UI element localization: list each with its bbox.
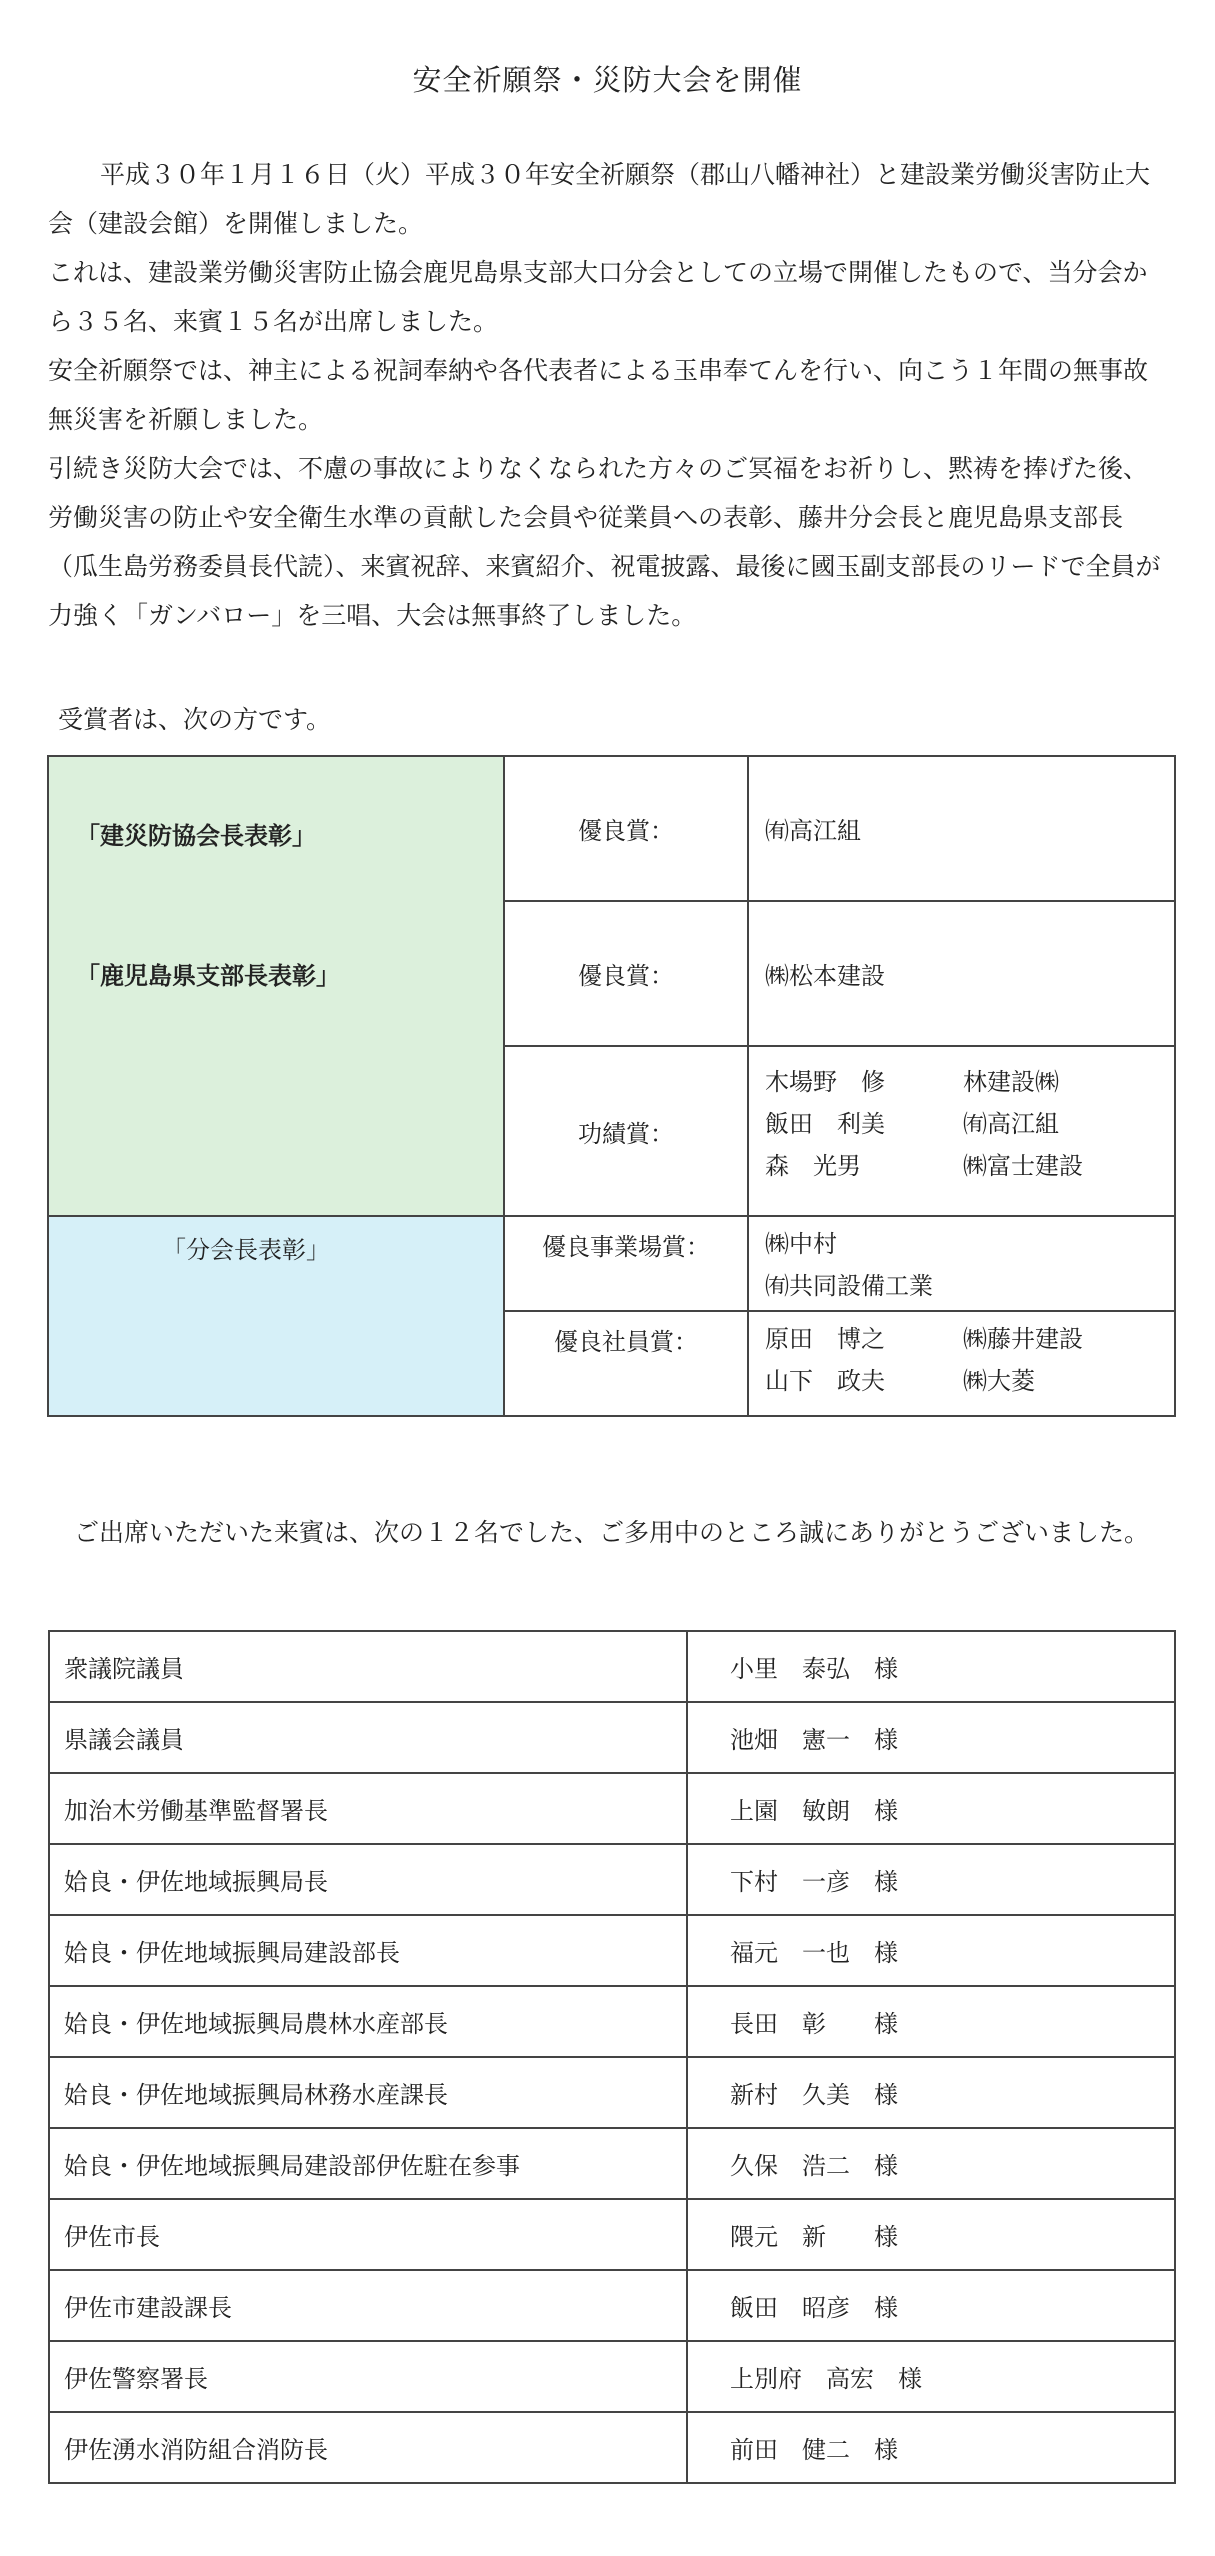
recipient-name: 原田 博之: [765, 1325, 885, 1353]
guest-title: 伊佐湧水消防組合消防長: [49, 2412, 687, 2483]
award-recipient: ㈱松本建設: [748, 901, 1175, 1046]
award-type: 優良社員賞：: [504, 1311, 748, 1416]
page-title: 安全祈願祭・災防大会を開催: [412, 63, 803, 97]
list-item: ㈱中村: [765, 1230, 837, 1258]
guest-name: 飯田 昭彦 様: [687, 2270, 1175, 2341]
guest-name: 池畑 憲一 様: [687, 1702, 1175, 1773]
awards-table: [47, 755, 1176, 1417]
guest-name: 久保 浩二 様: [687, 2128, 1175, 2199]
guest-name: 上別府 高宏 様: [687, 2341, 1175, 2412]
table-row: [49, 2057, 1175, 2128]
guests-table: [48, 1630, 1176, 2484]
table-row: [49, 2199, 1175, 2270]
list-item: [765, 1145, 1173, 1187]
list-item: [765, 1318, 1173, 1360]
table-row: [49, 1986, 1175, 2057]
guest-name: 長田 彰 様: [687, 1986, 1175, 2057]
paragraph: 平成３０年１月１６日（火）平成３０年安全祈願祭（郡山八幡神社）と建設業労働災害防止大会（建設会館）を開催しました。: [48, 160, 1151, 238]
table-row: [49, 1702, 1175, 1773]
guest-title: 伊佐警察署長: [49, 2341, 687, 2412]
award-category: 「分会長表彰」: [162, 1236, 330, 1264]
table-row: [49, 1773, 1175, 1844]
guest-name: 小里 泰弘 様: [687, 1631, 1175, 1702]
awards-intro: 受賞者は、次の方です。: [58, 705, 332, 734]
guest-title: 姶良・伊佐地域振興局建設部長: [49, 1915, 687, 1986]
table-row: [49, 2341, 1175, 2412]
recipient-company: 林建設㈱: [963, 1068, 1059, 1096]
list-item: [765, 1061, 1173, 1103]
table-row: [49, 1631, 1175, 1702]
award-recipients: [748, 1046, 1175, 1216]
recipient-name: 飯田 利美: [765, 1110, 885, 1138]
recipient-company: ㈲高江組: [963, 1110, 1059, 1138]
paragraph: 安全祈願祭では、神主による祝詞奉納や各代表者による玉串奉てんを行い、向こう１年間の無事故無災害を祈願しました。: [48, 356, 1149, 434]
award-category-green: [48, 756, 504, 1216]
guest-name: 新村 久美 様: [687, 2057, 1175, 2128]
award-type: 優良事業場賞：: [504, 1216, 748, 1311]
list-item: ㈲共同設備工業: [765, 1272, 933, 1300]
list-item: [765, 1103, 1173, 1145]
guest-title: 姶良・伊佐地域振興局建設部伊佐駐在参事: [49, 2128, 687, 2199]
guest-name: 福元 一也 様: [687, 1915, 1175, 1986]
table-row: [49, 1915, 1175, 1986]
table-row: [49, 2412, 1175, 2483]
recipient-company: ㈱富士建設: [963, 1152, 1083, 1180]
guest-name: 前田 健二 様: [687, 2412, 1175, 2483]
award-type: 優良賞：: [504, 756, 748, 901]
guest-title: 衆議院議員: [49, 1631, 687, 1702]
award-type: 優良賞：: [504, 901, 748, 1046]
award-category: 「建災防協会長表彰」: [76, 821, 316, 850]
recipient-name: 木場野 修: [765, 1068, 885, 1096]
guest-title: 加治木労働基準監督署長: [49, 1773, 687, 1844]
paragraph: 引続き災防大会では、不慮の事故によりなくなられた方々のご冥福をお祈りし、黙祷を捧げた後、労働災害の防止や安全衛生水準の貢献した会員や従業員への表彰、藤井分会長と鹿児島県支部長（瓜生島労務委員長代読）、来賓祝辞、来賓紹介、祝電披露、最後に國玉副支部長のリードで全員が力強く「ガンバロー」を三唱、大会は無事終了しました。: [48, 454, 1161, 630]
guest-title: 県議会議員: [49, 1702, 687, 1773]
paragraph: これは、建設業労働災害防止協会鹿児島県支部大口分会としての立場で開催したもので、当分会から３５名、来賓１５名が出席しました。: [48, 258, 1148, 336]
guest-name: 下村 一彦 様: [687, 1844, 1175, 1915]
guest-title: 姶良・伊佐地域振興局農林水産部長: [49, 1986, 687, 2057]
recipient-company: ㈱藤井建設: [963, 1325, 1083, 1353]
guest-title: 姶良・伊佐地域振興局林務水産課長: [49, 2057, 687, 2128]
award-category-blue: [48, 1216, 504, 1416]
award-category: 「鹿児島県支部長表彰」: [76, 961, 340, 990]
body-text: [48, 150, 1168, 640]
table-row: [49, 2270, 1175, 2341]
recipient-name: 山下 政夫: [765, 1367, 885, 1395]
list-item: [765, 1360, 1173, 1402]
table-row: [49, 1844, 1175, 1915]
award-type: 功績賞：: [504, 1046, 748, 1216]
guest-title: 伊佐市建設課長: [49, 2270, 687, 2341]
guest-title: 伊佐市長: [49, 2199, 687, 2270]
award-recipients: [748, 1216, 1175, 1311]
award-recipient: ㈲高江組: [748, 756, 1175, 901]
award-recipients: [748, 1311, 1175, 1416]
recipient-name: 森 光男: [765, 1152, 861, 1180]
guest-name: 隈元 新 様: [687, 2199, 1175, 2270]
guest-name: 上園 敏朗 様: [687, 1773, 1175, 1844]
guest-title: 姶良・伊佐地域振興局長: [49, 1844, 687, 1915]
guests-intro: ご出席いただいた来賓は、次の１２名でした、ご多用中のところ誠にありがとうございました。: [74, 1518, 1150, 1547]
table-row: [49, 2128, 1175, 2199]
recipient-company: ㈱大菱: [963, 1367, 1035, 1395]
